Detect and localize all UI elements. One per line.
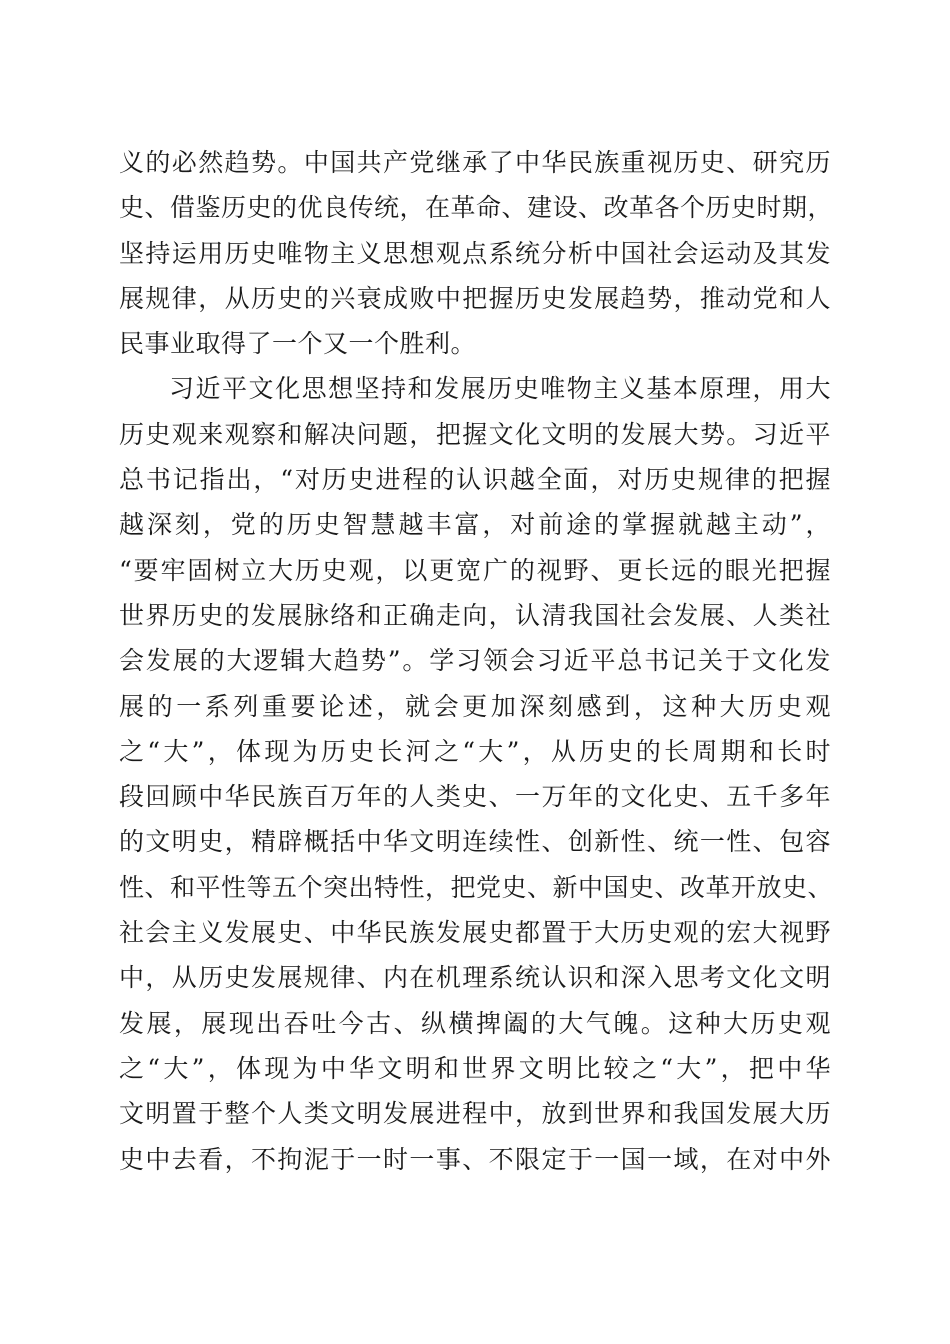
body-text <box>119 140 834 1182</box>
text-line: 史中去看，不拘泥于一时一事、不限定于一国一域，在对中外 <box>119 1144 831 1174</box>
text-line: 展的一系列重要论述，就会更加深刻感到，这种大历史观 <box>119 691 831 721</box>
text-line: 历史观来观察和解决问题，把握文化文明的发展大势。习近平 <box>119 419 831 449</box>
paragraph <box>119 366 834 1181</box>
text-line: 中，从历史发展规律、内在机理系统认识和深入思考文化文明 <box>119 963 831 993</box>
paragraph <box>119 140 834 366</box>
text-line: 文明置于整个人类文明发展进程中，放到世界和我国发展大历 <box>119 1099 831 1129</box>
text-line: 世界历史的发展脉络和正确走向，认清我国社会发展、人类社 <box>119 600 831 630</box>
text-line: 习近平文化思想坚持和发展历史唯物主义基本原理，用大 <box>169 374 831 404</box>
text-line: 民事业取得了一个又一个胜利。 <box>119 329 477 359</box>
text-line: 段回顾中华民族百万年的人类史、一万年的文化史、五千多年 <box>119 782 831 812</box>
text-line: 展规律，从历史的兴衰成败中把握历史发展趋势，推动党和人 <box>119 283 831 313</box>
text-line: 性、和平性等五个突出特性，把党史、新中国史、改革开放史、 <box>119 872 834 902</box>
text-line: 总书记指出，“对历史进程的认识越全面，对历史规律的把握 <box>119 465 831 495</box>
text-line: 发展，展现出吞吐今古、纵横捭阖的大气魄。这种大历史观 <box>119 1008 831 1038</box>
text-line: 越深刻，党的历史智慧越丰富，对前途的掌握就越主动”， <box>119 510 831 540</box>
text-line: 义的必然趋势。中国共产党继承了中华民族重视历史、研究历 <box>119 148 831 177</box>
text-line: 史、借鉴历史的优良传统，在革命、建设、改革各个历史时期， <box>119 193 834 223</box>
text-line: 坚持运用历史唯物主义思想观点系统分析中国社会运动及其发 <box>119 238 831 268</box>
text-line: “要牢固树立大历史观，以更宽广的视野、更长远的眼光把握 <box>119 555 831 585</box>
text-line: 会发展的大逻辑大趋势”。学习领会习近平总书记关于文化发 <box>119 646 831 676</box>
text-line: 的文明史，精辟概括中华文明连续性、创新性、统一性、包容 <box>119 827 831 857</box>
text-line: 之“大”，体现为历史长河之“大”，从历史的长周期和长时 <box>119 736 831 766</box>
text-line: 社会主义发展史、中华民族发展史都置于大历史观的宏大视野 <box>119 918 831 948</box>
text-line: 之“大”，体现为中华文明和世界文明比较之“大”，把中华 <box>119 1053 831 1083</box>
